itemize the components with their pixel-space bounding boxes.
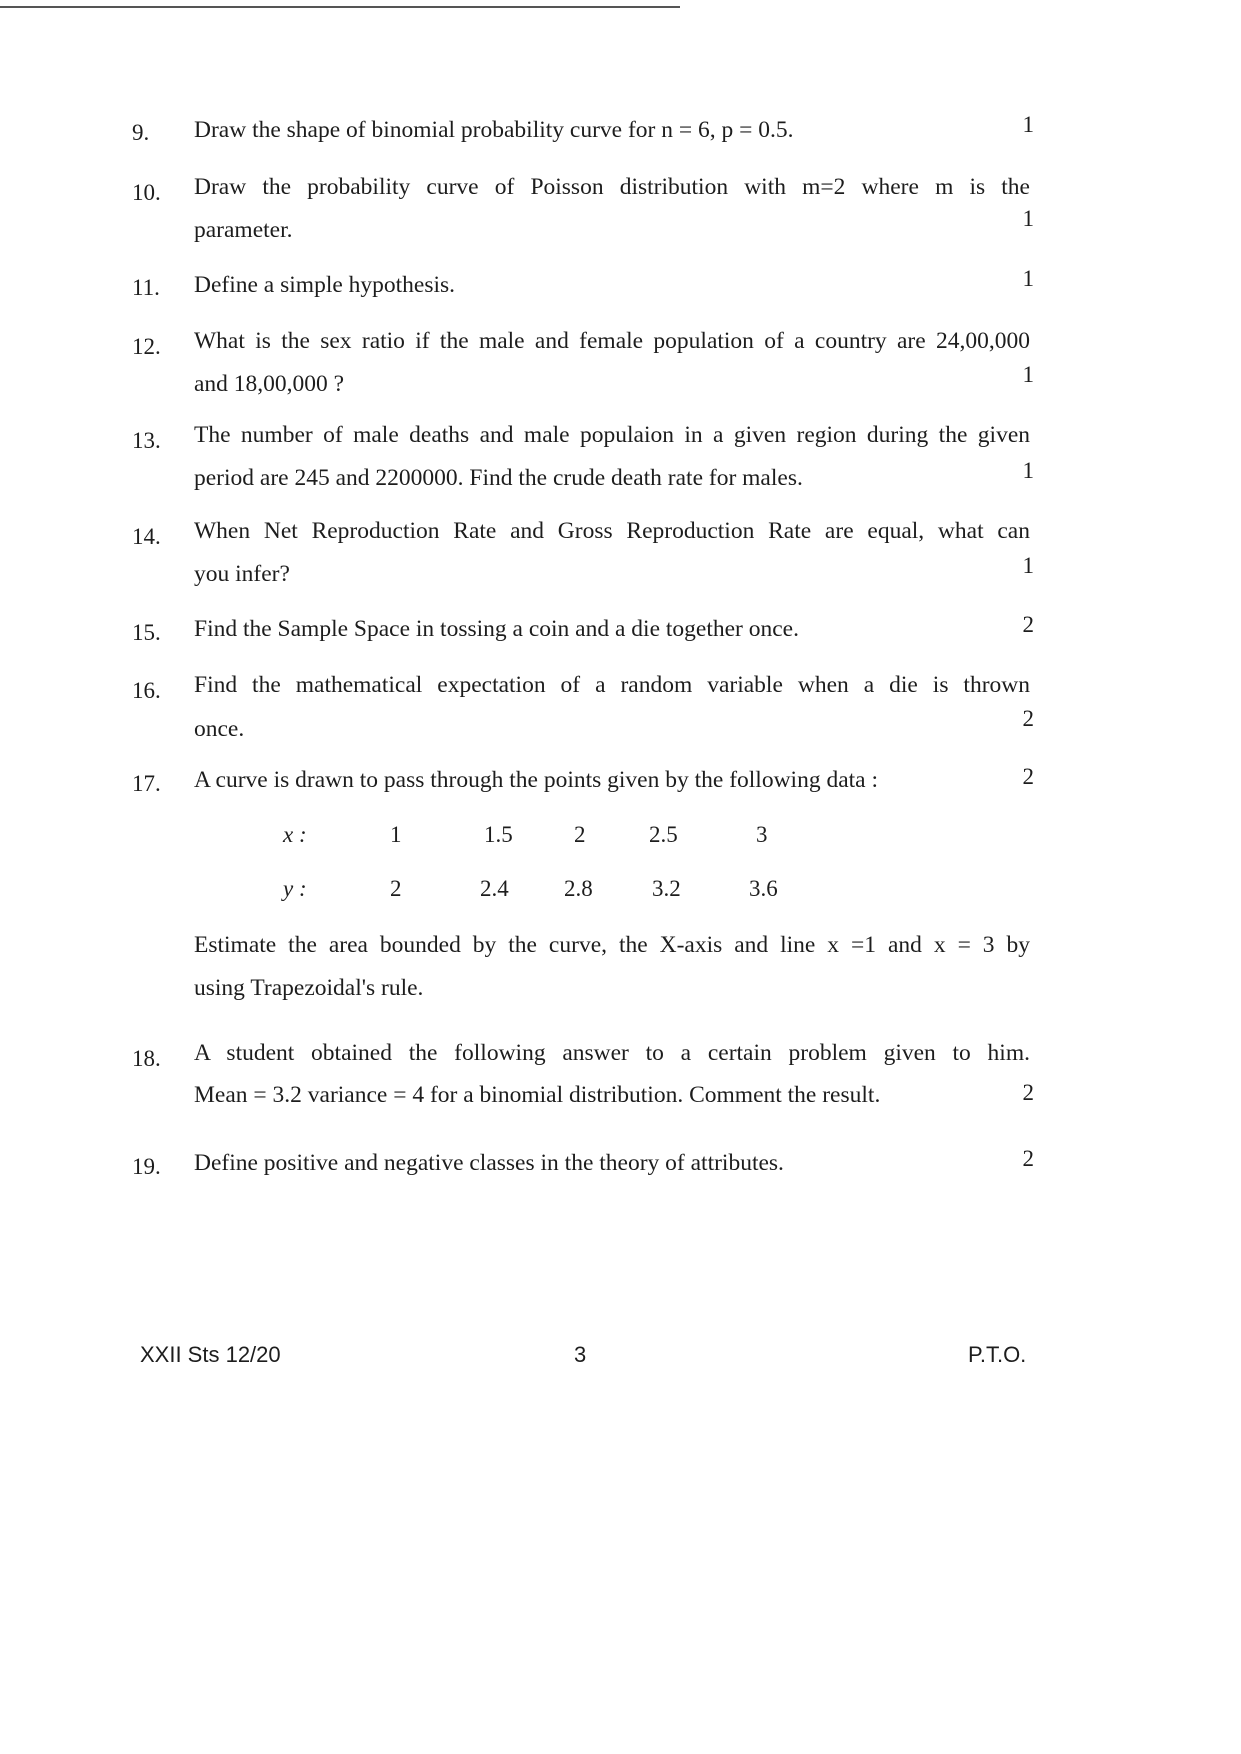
question-marks: 1	[1022, 266, 1034, 291]
table-cell: 3	[756, 822, 768, 847]
question-marks: 1	[1022, 206, 1034, 231]
x-label: x :	[283, 822, 307, 847]
top-rule	[0, 6, 680, 8]
question-marks: 1	[1022, 458, 1034, 483]
question-text: Define a simple hypothesis.	[194, 272, 456, 298]
question-marks: 2	[1022, 764, 1034, 789]
question-text: When Net Reproduction Rate and Gross Reproduction Rate are equal, what can	[194, 518, 1030, 544]
question-text: Define positive and negative classes in the theory of attributes.	[194, 1150, 784, 1176]
table-cell: 2.4	[480, 876, 509, 901]
question-number: 12.	[132, 334, 161, 359]
table-cell: 1.5	[484, 822, 513, 847]
question-text: The number of male deaths and male populaion in a given region during the given	[194, 422, 1030, 448]
question-text: Find the mathematical expectation of a random variable when a die is thrown	[194, 672, 1030, 698]
question-text: Mean = 3.2 variance = 4 for a binomial distribution. Comment the result.	[194, 1082, 881, 1108]
question-number: 18.	[132, 1046, 161, 1071]
question-number: 10.	[132, 180, 161, 205]
table-cell: 1	[390, 822, 402, 847]
table-cell: 3.6	[749, 876, 778, 901]
question-text: you infer?	[194, 561, 290, 587]
question-marks: 1	[1022, 362, 1034, 387]
question-number: 19.	[132, 1154, 161, 1179]
paper-code: XXII Sts 12/20	[140, 1342, 281, 1367]
question-text: What is the sex ratio if the male and female population of a country are 24,00,000	[194, 328, 1030, 354]
question-text: and 18,00,000 ?	[194, 371, 345, 397]
question-text: parameter.	[194, 217, 293, 243]
question-text: A curve is drawn to pass through the points given by the following data :	[194, 767, 879, 793]
question-number: 17.	[132, 771, 161, 796]
pto-label: P.T.O.	[968, 1342, 1027, 1367]
question-number: 9.	[132, 120, 150, 145]
question-text: A student obtained the following answer to a certain problem given to him.	[194, 1040, 1030, 1066]
question-number: 14.	[132, 524, 161, 549]
table-cell: 2	[574, 822, 586, 847]
question-text: using Trapezoidal's rule.	[194, 975, 424, 1001]
page-number: 3	[574, 1342, 587, 1367]
question-text: Estimate the area bounded by the curve, the X-axis and line x =1 and x = 3 by	[194, 932, 1030, 958]
question-text: Find the Sample Space in tossing a coin and a die together once.	[194, 616, 799, 642]
question-marks: 1	[1022, 553, 1034, 578]
question-marks: 2	[1022, 706, 1034, 731]
question-text: Draw the shape of binomial probability curve for n = 6, p = 0.5.	[194, 117, 794, 143]
question-marks: 2	[1022, 612, 1034, 637]
question-number: 11.	[132, 275, 160, 300]
table-cell: 2.8	[564, 876, 593, 901]
question-marks: 1	[1022, 112, 1034, 137]
y-label: y :	[283, 876, 307, 901]
question-text: period are 245 and 2200000. Find the crude death rate for males.	[194, 465, 803, 491]
question-text: Draw the probability curve of Poisson distribution with m=2 where m is the	[194, 174, 1030, 200]
question-number: 15.	[132, 620, 161, 645]
question-text: once.	[194, 716, 245, 742]
table-cell: 3.2	[652, 876, 681, 901]
question-number: 13.	[132, 428, 161, 453]
table-cell: 2.5	[649, 822, 678, 847]
question-number: 16.	[132, 678, 161, 703]
question-marks: 2	[1022, 1146, 1034, 1171]
question-marks: 2	[1022, 1080, 1034, 1105]
table-cell: 2	[390, 876, 402, 901]
